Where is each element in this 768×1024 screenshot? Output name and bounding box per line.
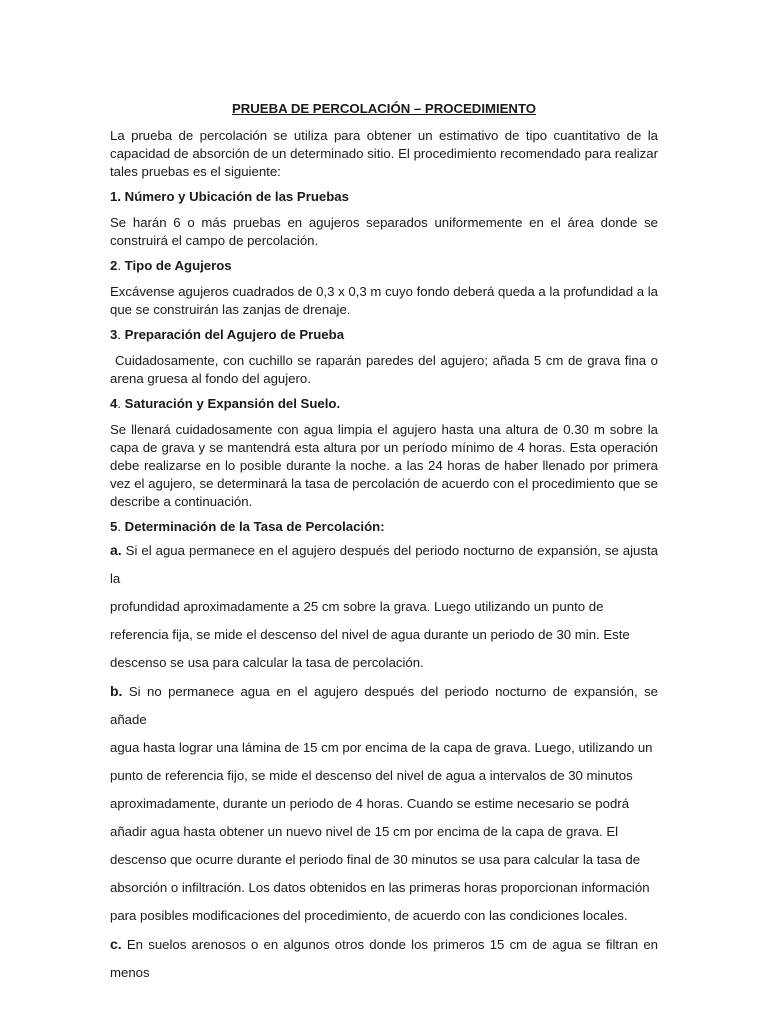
item-line: descenso se usa para calcular la tasa de percolación. [110,655,424,670]
item-line: punto de referencia fijo, se mide el descenso del nivel de agua a intervalos de 30 minutos [110,768,633,783]
item-line: referencia fija, se mide el descenso del nivel de agua durante un periodo de 30 min. Este [110,627,630,642]
section-body-4: Se llenará cuidadosamente con agua limpia el agujero hasta una altura de 0.30 m sobre la capa de grava y se mantendrá esta altura por un período mínimo de 4 horas. Esta operación debe realizarse en lo posible durante la noche. a las 24 horas de haber llenado por primera vez el agujero, se determinará la tasa de percolación de acuerdo con el procedimiento que se describe a continuación. [110,422,658,509]
item-text: En suelos arenosos o en algunos otros donde los primeros 15 cm de agua se filtran en menos [110,937,658,980]
item-line: para posibles modificaciones del procedimiento, de acuerdo con las condiciones locales. [110,908,628,923]
list-item [110,677,658,930]
item-line: profundidad aproximadamente a 25 cm sobre la grava. Luego utilizando un punto de [110,599,604,614]
section-heading-5: 5. Determinación de la Tasa de Percolación: [110,519,385,534]
section-heading-4: 4. Saturación y Expansión del Suelo. [110,396,341,411]
section-heading-1 [110,188,658,206]
section-title: Tipo de Agujeros [124,258,232,273]
item-line: absorción o infiltración. Los datos obtenidos en las primeras horas proporcionan información [110,880,650,895]
section-number: 3 [110,327,118,342]
item-line: agua hasta lograr una lámina de 15 cm por encima de la capa de grava. Luego, utilizando un [110,740,653,755]
item-line [110,677,658,734]
item-label: b. [110,683,123,699]
item-text: Si el agua permanece en el agujero después del periodo nocturno de expansión, se ajusta la [110,543,658,586]
procedure-items [110,536,658,987]
item-label: a. [110,542,122,558]
section-body-3: Cuidadosamente, con cuchillo se raparán paredes del agujero; añada 5 cm de grava fina o arena gruesa al fondo del agujero. [110,353,658,386]
list-item [110,536,658,677]
section-body-2: Excávense agujeros cuadrados de 0,3 x 0,3 m cuyo fondo deberá queda a la profundidad a la que se construirán las zanjas de drenaje. [110,284,658,317]
list-item [110,930,658,987]
section-number: 4 [110,396,118,411]
section-number: 1. [110,189,121,204]
section-title: Número y Ubicación de las Pruebas [124,189,349,204]
page-title: PRUEBA DE PERCOLACIÓN – PROCEDIMIENTO [231,101,537,116]
intro-paragraph: La prueba de percolación se utiliza para obtener un estimativo de tipo cuantitativo de la capacidad de absorción de un determinado sitio. El procedimiento recomendado para realizar tales pruebas es el siguiente: [110,128,658,179]
section-number: 5 [110,519,118,534]
section-title: Saturación y Expansión del Suelo. [124,396,341,411]
section-number: 2 [110,258,118,273]
item-line: aproximadamente, durante un periodo de 4 horas. Cuando se estime necesario se podrá [110,796,630,811]
item-line [110,536,658,593]
item-line: descenso que ocurre durante el periodo final de 30 minutos se usa para calcular la tasa de [110,852,641,867]
document-page [110,100,658,987]
section-heading-2: 2. Tipo de Agujeros [110,258,232,273]
section-title: Determinación de la Tasa de Percolación: [124,519,385,534]
item-line: añadir agua hasta obtener un nuevo nivel de 15 cm por encima de la capa de grava. El [110,824,619,839]
section-body-1: Se harán 6 o más pruebas en agujeros separados uniformemente en el área donde se construirá el campo de percolación. [110,215,658,248]
section-title: Preparación del Agujero de Prueba [124,327,345,342]
section-heading-3: 3. Preparación del Agujero de Prueba [110,327,345,342]
item-text: Si no permanece agua en el agujero después del periodo nocturno de expansión, se añade [110,684,658,727]
item-label: c. [110,936,122,952]
item-line [110,930,658,987]
